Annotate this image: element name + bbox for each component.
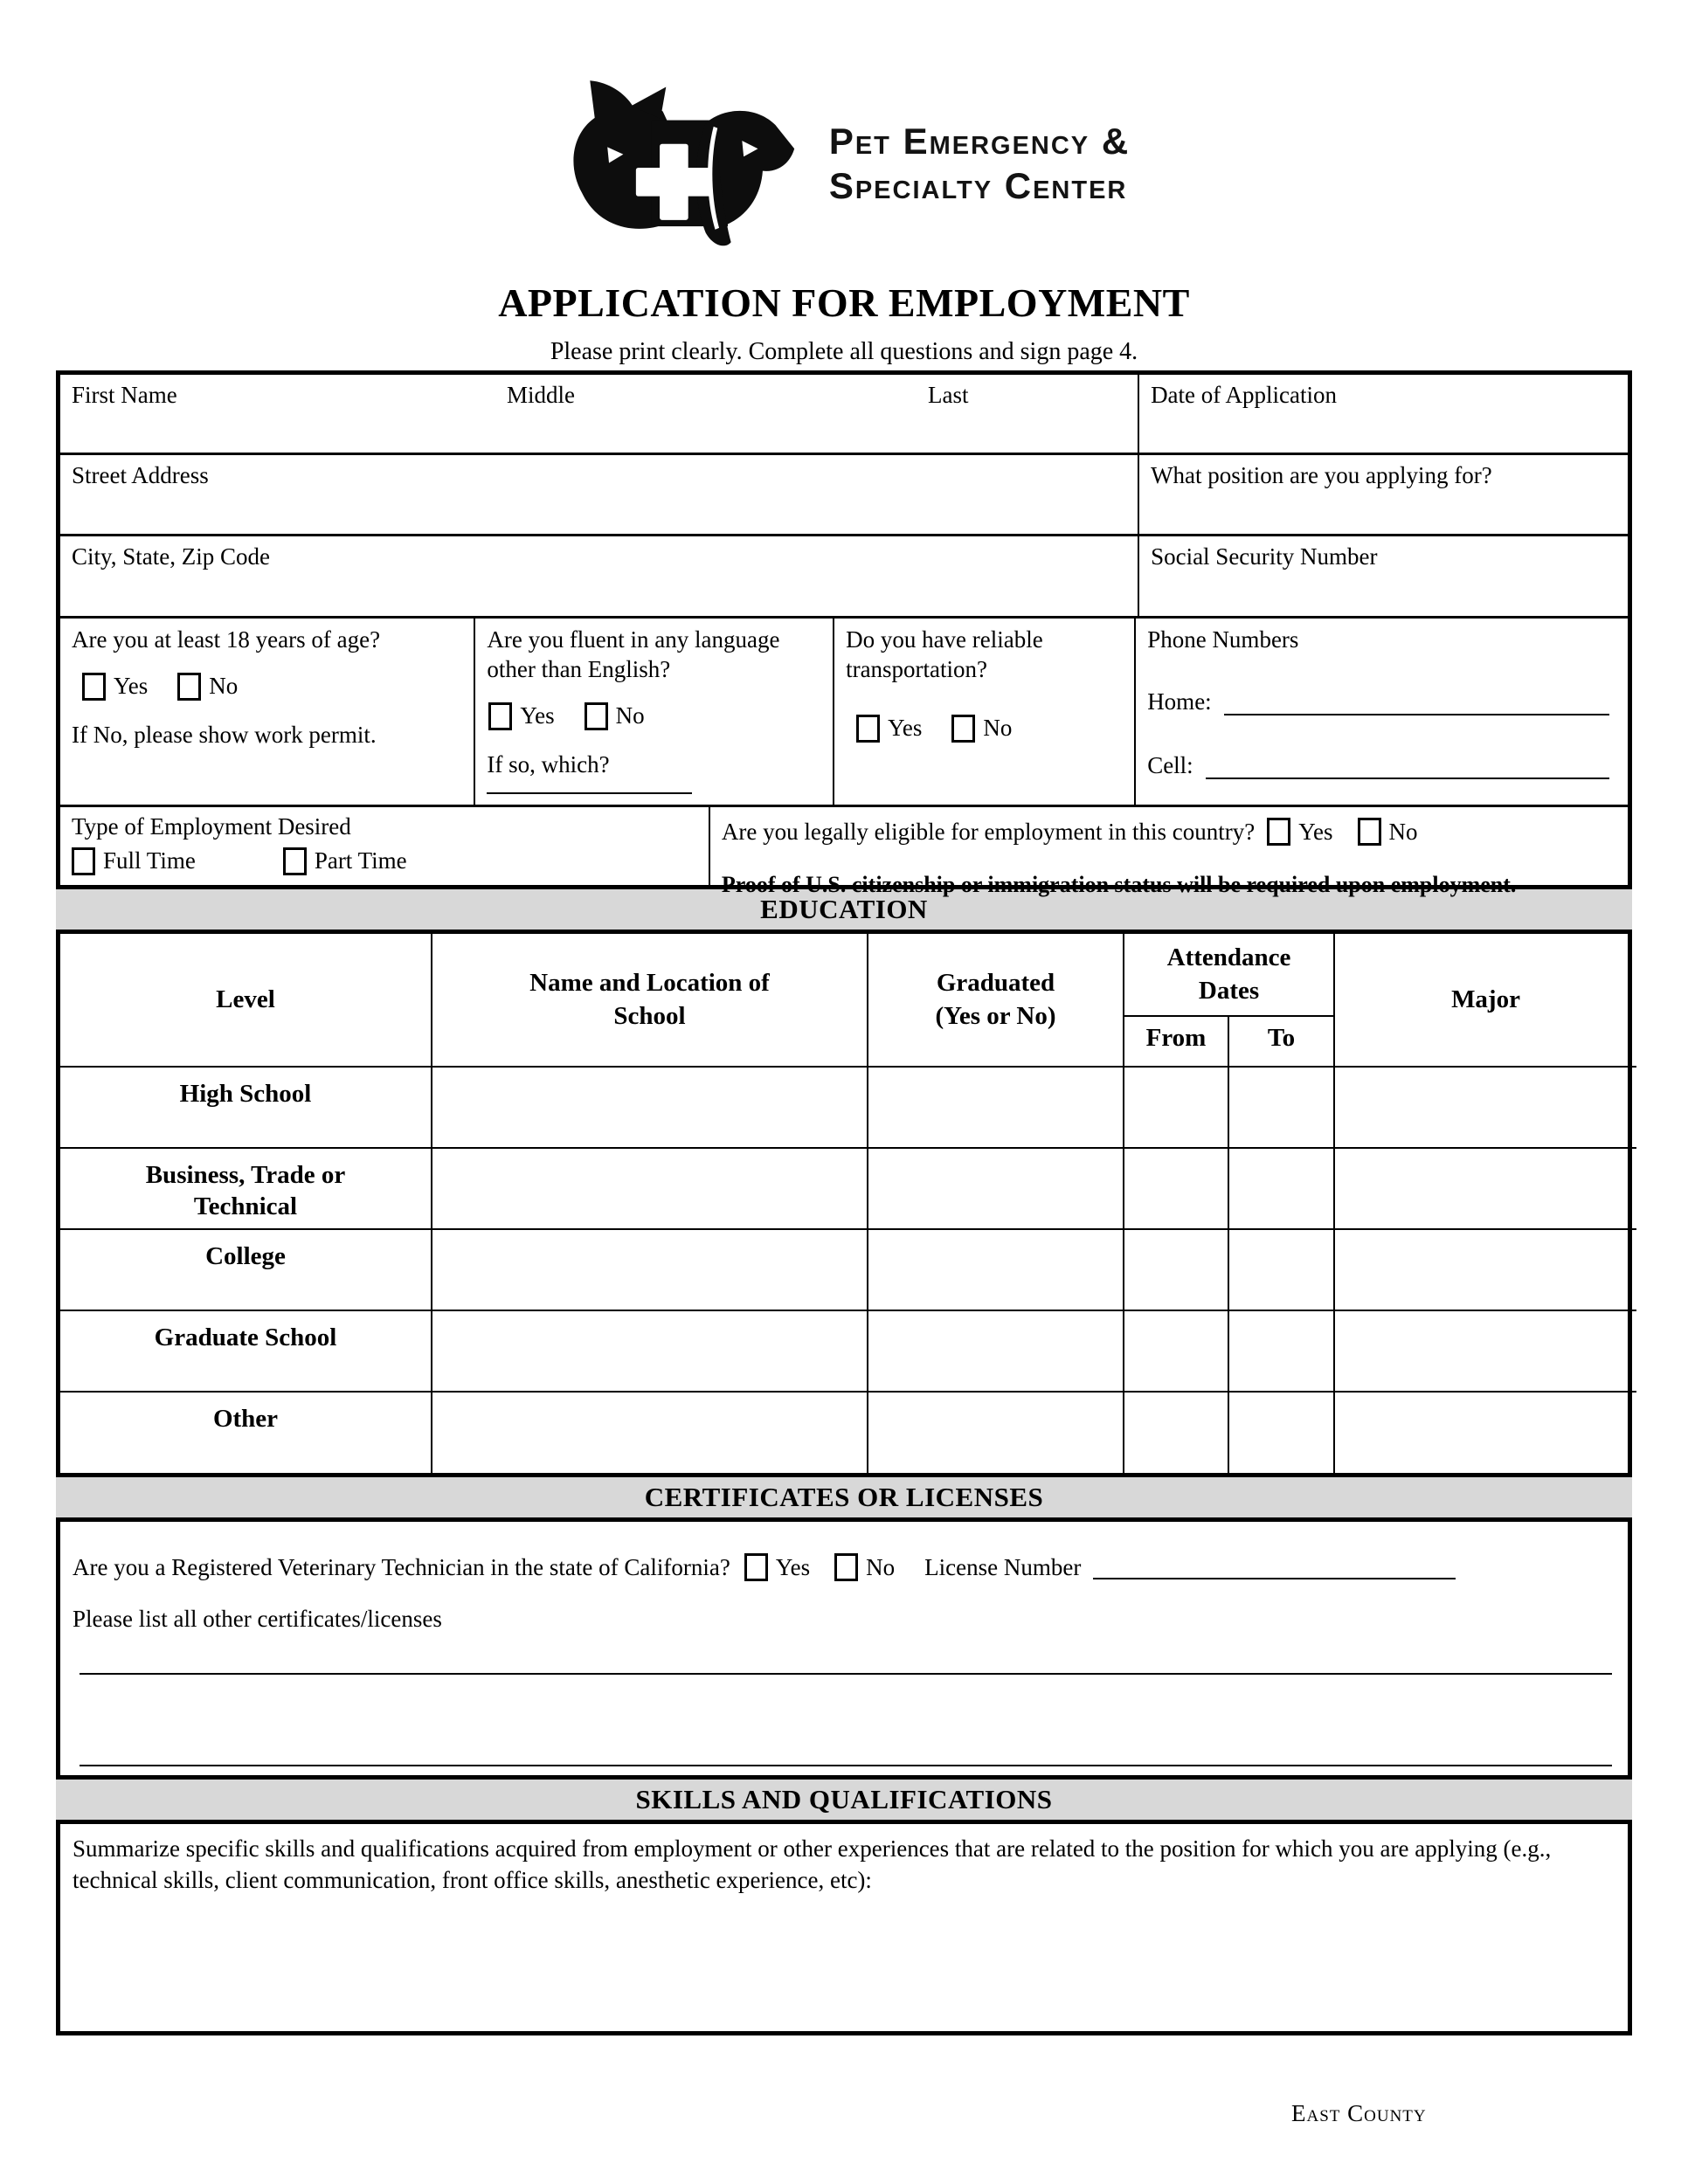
form-instructions: Please print clearly. Complete all questions and sign page 4. (550, 338, 1138, 365)
eligibility-cell (709, 807, 1628, 897)
edu-other-label: Other (60, 1392, 432, 1473)
date-of-application-label: Date of Application (1151, 382, 1338, 408)
education-table-wrap (56, 934, 1632, 1473)
edu-row-high-school (60, 1067, 1636, 1148)
part-time-label: Part Time (314, 847, 407, 874)
certificates-section-title: CERTIFICATES OR LICENSES (644, 1482, 1044, 1512)
certificates-section-header (56, 1473, 1632, 1522)
edu-college-to-cell[interactable] (1228, 1229, 1334, 1310)
age-no-checkbox[interactable] (177, 673, 201, 701)
rvt-no-label: No (866, 1553, 896, 1580)
employment-type-row (60, 805, 1628, 897)
language-question-cell (474, 619, 833, 805)
education-section-title: EDUCATION (760, 894, 928, 924)
last-name-label: Last (928, 382, 969, 408)
edu-header-level: Level (60, 934, 432, 1067)
edu-row-business-trade (60, 1148, 1636, 1229)
edu-business-trade-from-cell[interactable] (1124, 1148, 1228, 1229)
city-row (60, 534, 1628, 616)
edu-graduate-school-graduated-cell[interactable] (868, 1310, 1124, 1392)
certificates-line-2[interactable] (80, 1765, 1612, 1766)
logo-text (829, 119, 1130, 208)
edu-header-attendance-dates: Attendance Dates (1124, 934, 1334, 1016)
edu-other-to-cell[interactable] (1228, 1392, 1334, 1473)
edu-college-graduated-cell[interactable] (868, 1229, 1124, 1310)
edu-row-other (60, 1392, 1636, 1473)
language-no-label: No (615, 702, 645, 729)
home-phone-line[interactable] (1224, 701, 1609, 715)
phone-numbers-cell (1134, 619, 1628, 805)
position-field[interactable] (1138, 455, 1628, 534)
language-yes-checkbox[interactable] (488, 702, 512, 730)
middle-name-label: Middle (507, 382, 575, 408)
transportation-no-label: No (983, 715, 1013, 741)
logo-line-2: Specialty Center (828, 165, 1128, 206)
skills-section-header (56, 1775, 1632, 1824)
which-language-line[interactable] (487, 779, 692, 794)
edu-other-school-cell[interactable] (432, 1392, 868, 1473)
cat-cross-dog-icon (558, 74, 796, 252)
edu-header-from: From (1124, 1016, 1228, 1067)
city-state-zip-label: City, State, Zip Code (72, 543, 270, 570)
certificates-line-1[interactable] (80, 1673, 1612, 1675)
transportation-question-text: Do you have reliable transportation? (846, 626, 1043, 682)
name-row (60, 375, 1628, 453)
edu-high-school-label: High School (60, 1067, 432, 1148)
address-row (60, 453, 1628, 534)
city-state-zip-field[interactable] (60, 536, 1138, 616)
name-fields-cell[interactable] (60, 375, 1138, 453)
date-of-application-field[interactable] (1138, 375, 1628, 453)
edu-row-graduate-school (60, 1310, 1636, 1392)
citizenship-proof-note: Proof of U.S. citizenship or immigration status will be required upon employment. (721, 872, 1517, 897)
edu-header-school: Name and Location of School (432, 934, 868, 1067)
edu-header-to: To (1228, 1016, 1334, 1067)
age-question-text: Are you at least 18 years of age? (72, 626, 381, 653)
full-time-label: Full Time (103, 847, 196, 874)
edu-other-graduated-cell[interactable] (868, 1392, 1124, 1473)
age-question-cell (60, 619, 474, 805)
skills-section-title: SKILLS AND QUALIFICATIONS (635, 1784, 1053, 1814)
full-time-checkbox[interactable] (72, 847, 95, 875)
edu-high-school-major-cell[interactable] (1334, 1067, 1636, 1148)
part-time-checkbox[interactable] (283, 847, 307, 875)
transportation-yes-label: Yes (888, 715, 923, 741)
edu-business-trade-school-cell[interactable] (432, 1148, 868, 1229)
rvt-question-text: Are you a Registered Veterinary Technician in the state of California? (73, 1553, 730, 1580)
skills-prompt: Summarize specific skills and qualifications acquired from employment or other experiences that are related to the position for which you are applying (e.g., technical skills, client communication, front office skills, anesthetic experience, etc): (73, 1835, 1552, 1894)
footer-location: East County (1291, 2100, 1427, 2126)
edu-college-label: College (60, 1229, 432, 1310)
employment-type-title: Type of Employment Desired (72, 813, 351, 840)
street-address-label: Street Address (72, 462, 209, 488)
transportation-no-checkbox[interactable] (951, 715, 975, 743)
edu-other-from-cell[interactable] (1124, 1392, 1228, 1473)
which-language-note: If so, which? (487, 750, 610, 778)
employment-type-cell (60, 807, 709, 885)
transportation-question-cell (833, 619, 1134, 805)
edu-business-trade-to-cell[interactable] (1228, 1148, 1334, 1229)
edu-other-major-cell[interactable] (1334, 1392, 1636, 1473)
eligible-no-label: No (1388, 818, 1418, 845)
questions-row (60, 616, 1628, 805)
certificates-box (56, 1522, 1632, 1775)
home-phone-label: Home: (1147, 688, 1212, 715)
language-question-text: Are you fluent in any language other than English? (487, 626, 780, 682)
edu-high-school-graduated-cell[interactable] (868, 1067, 1124, 1148)
skills-response-area[interactable] (56, 1824, 1632, 2035)
license-number-line[interactable] (1093, 1555, 1456, 1579)
transportation-yes-checkbox[interactable] (856, 715, 880, 743)
eligibility-question-text: Are you legally eligible for employment in this country? (721, 818, 1256, 845)
ssn-label: Social Security Number (1151, 543, 1378, 570)
street-address-field[interactable] (60, 455, 1138, 534)
license-number-label: License Number (924, 1553, 1082, 1580)
language-yes-label: Yes (520, 702, 555, 729)
edu-business-trade-label: Business, Trade or Technical (60, 1148, 432, 1229)
edu-high-school-from-cell[interactable] (1124, 1067, 1228, 1148)
first-name-label: First Name (72, 382, 177, 408)
edu-college-from-cell[interactable] (1124, 1229, 1228, 1310)
edu-graduate-school-label: Graduate School (60, 1310, 432, 1392)
eligible-yes-label: Yes (1298, 818, 1333, 845)
edu-graduate-school-to-cell[interactable] (1228, 1310, 1334, 1392)
edu-college-school-cell[interactable] (432, 1229, 868, 1310)
edu-row-college (60, 1229, 1636, 1310)
work-permit-note: If No, please show work permit. (72, 721, 377, 748)
edu-graduate-school-from-cell[interactable] (1124, 1310, 1228, 1392)
cell-phone-label: Cell: (1147, 751, 1193, 778)
edu-header-graduated: Graduated (Yes or No) (868, 934, 1124, 1067)
rvt-yes-label: Yes (775, 1553, 811, 1580)
ssn-field[interactable] (1138, 536, 1628, 616)
language-no-checkbox[interactable] (585, 702, 608, 730)
position-label: What position are you applying for? (1151, 462, 1492, 488)
rvt-no-checkbox[interactable] (834, 1553, 858, 1581)
edu-high-school-to-cell[interactable] (1228, 1067, 1334, 1148)
eligible-no-checkbox[interactable] (1358, 818, 1381, 846)
age-no-label: No (209, 673, 239, 700)
edu-college-major-cell[interactable] (1334, 1229, 1636, 1310)
education-table (60, 934, 1636, 1473)
edu-business-trade-graduated-cell[interactable] (868, 1148, 1124, 1229)
edu-header-major: Major (1334, 934, 1636, 1067)
age-yes-checkbox[interactable] (82, 673, 106, 701)
edu-business-trade-major-cell[interactable] (1334, 1148, 1636, 1229)
page-title: APPLICATION FOR EMPLOYMENT (498, 280, 1190, 325)
edu-high-school-school-cell[interactable] (432, 1067, 868, 1148)
identity-table (56, 370, 1632, 897)
edu-graduate-school-school-cell[interactable] (432, 1310, 868, 1392)
logo-line-1: Pet Emergency & (828, 120, 1131, 162)
cell-phone-line[interactable] (1206, 764, 1609, 779)
eligible-yes-checkbox[interactable] (1267, 818, 1290, 846)
certificates-list-prompt: Please list all other certificates/licenses (73, 1606, 442, 1632)
edu-graduate-school-major-cell[interactable] (1334, 1310, 1636, 1392)
rvt-yes-checkbox[interactable] (744, 1553, 768, 1581)
age-yes-label: Yes (114, 673, 149, 700)
logo (0, 73, 1688, 253)
phone-numbers-title: Phone Numbers (1147, 626, 1299, 653)
